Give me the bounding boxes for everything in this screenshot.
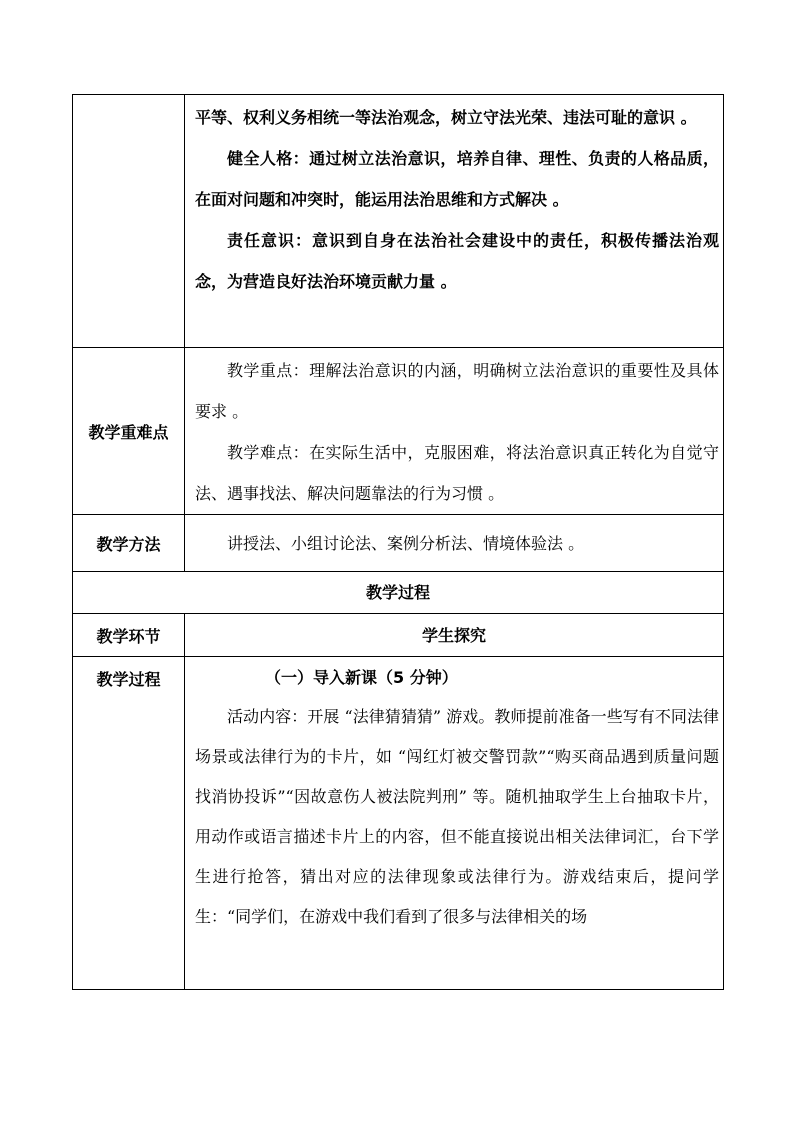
process-text: 活动内容：开展 “法律猜猜猜” 游戏。教师提前准备一些写有不同法律场景或法律行为的卡片，如 “闯红灯被交警罚款”“购买商品遇到质量问题找消协投诉”“因故意伤人被法院判刑” 等。随机抽取学生上台抽取卡片，用动作或语言描述卡片上的内容，但不能直接说出相关法律词汇，台下学生进行抢答，猜出对应的法律现象或法律行为。游戏结束后，提问学生：“同学们，在游戏中我们看到了很多与法律相关的场 (195, 707, 719, 926)
process-content-cell (185, 657, 724, 990)
methods-label: 教学方法 (73, 515, 185, 572)
key-points-row (73, 348, 724, 515)
goals-content-cell (185, 95, 724, 348)
stage-column-header: 教学环节 (73, 614, 185, 657)
goals-label-cell (73, 95, 185, 348)
difficulty-paragraph: 教学难点：在实际生活中，克服困难，将法治意识真正转化为自觉守法、遇事找法、解决问题靠法的行为习惯 。 (195, 443, 719, 503)
goals-paragraph-1: 平等、权利义务相统一等法治观念，树立守法光荣、违法可耻的意识 。 (195, 108, 697, 127)
process-row (73, 657, 724, 990)
process-subtitle: （一）导入新课（5 分钟） (265, 668, 458, 687)
methods-content-cell (185, 515, 724, 572)
process-label: 教学过程 (73, 657, 185, 990)
goals-paragraph-2: 健全人格：通过树立法治意识，培养自律、理性、负责的人格品质，在面对问题和冲突时，能运用法治思维和方式解决 。 (195, 149, 719, 209)
inquiry-column-header: 学生探究 (185, 614, 724, 657)
methods-row (73, 515, 724, 572)
process-header-row (73, 572, 724, 614)
key-point-paragraph: 教学重点：理解法治意识的内涵，明确树立法治意识的重要性及具体要求 。 (195, 361, 719, 421)
goals-row (73, 95, 724, 348)
key-points-content-cell (185, 348, 724, 515)
key-points-label: 教学重难点 (73, 348, 185, 515)
goals-paragraph-3: 责任意识：意识到自身在法治社会建设中的责任，积极传播法治观念，为营造良好法治环境贡献力量 。 (195, 231, 719, 291)
process-header: 教学过程 (73, 572, 724, 614)
methods-text: 讲授法、小组讨论法、案例分析法、情境体验法 。 (227, 533, 585, 553)
section-header-row (73, 614, 724, 657)
lesson-plan-table (72, 94, 724, 990)
